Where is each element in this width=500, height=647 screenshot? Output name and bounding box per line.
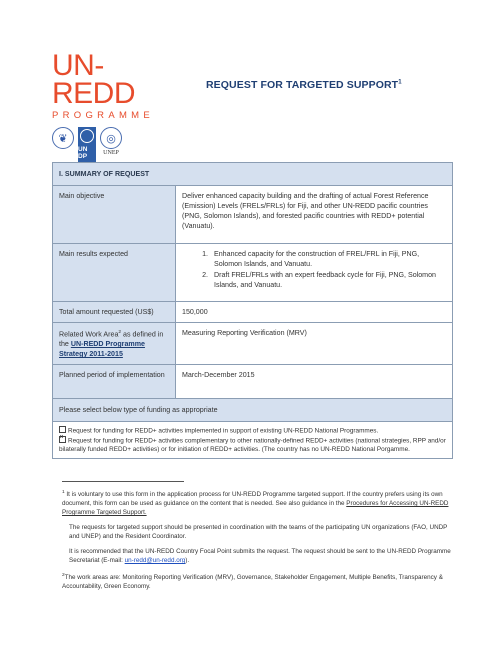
unep-logo bbox=[100, 127, 122, 156]
main-objective-value: Deliver enhanced capacity building and the drafting of actual Forest Reference (Emission) Levels (FRELs/FRLs) for Fiji, and other UN-REDD pacific countries (PNG, Solomon Islands), and forested pacific countries with REDD+ potential (Vanuatu). bbox=[176, 186, 453, 244]
footnote-2-text: The work areas are: Monitoring Reporting Verification (MRV), Governance, Stakeholder Engagement, Multiple Benefits, Transparency & Accountability, Green Economy. bbox=[62, 574, 443, 591]
footnote-1 bbox=[62, 488, 452, 517]
unep-label: UNEP bbox=[103, 150, 119, 156]
undp-label: UN DP bbox=[78, 146, 88, 160]
funding-prompt: Please select below type of funding as appropriate bbox=[53, 399, 453, 422]
funding-option-1-text: Request for funding for REDD+ activities implemented in support of existing UN-REDD National Programmes. bbox=[68, 427, 379, 435]
title-footnote-marker: 1 bbox=[398, 79, 402, 86]
undp-logo-icon bbox=[78, 127, 96, 163]
table-row bbox=[53, 399, 453, 422]
procedures-link[interactable]: Procedures for Accessing UN-REDD Programme Targeted Support. bbox=[62, 500, 449, 517]
main-objective-label: Main objective bbox=[53, 186, 176, 244]
footnote-2-marker: 2 bbox=[62, 573, 65, 579]
footnote-1-para-3 bbox=[62, 547, 452, 565]
table-row bbox=[53, 422, 453, 459]
document-title-text: REQUEST FOR TARGETED SUPPORT bbox=[206, 79, 399, 91]
funding-option-1-checkbox[interactable] bbox=[59, 426, 66, 433]
result-item-2: 2. Draft FREL/FRLs with an expert feedback cycle for Fiji, PNG, Solomon Islands, and Vanuatu. bbox=[210, 270, 446, 290]
work-area-value: Measuring Reporting Verification (MRV) bbox=[176, 323, 453, 365]
strategy-link[interactable]: UN-REDD Programme Strategy 2011-2015 bbox=[59, 340, 145, 359]
table-row bbox=[53, 365, 453, 399]
footnote-1-para-2: The requests for targeted support should be presented in coordination with the teams of the participating UN organizations (FAO, UNDP and UNEP) and the Resident Coordinator. bbox=[69, 524, 448, 541]
secretariat-email-link[interactable]: un-redd@un-redd.org bbox=[124, 557, 186, 565]
work-area-label bbox=[53, 323, 176, 365]
funding-option-2 bbox=[59, 436, 446, 455]
amount-label: Total amount requested (US$) bbox=[53, 302, 176, 323]
globe-icon bbox=[80, 129, 94, 143]
footnote-1-para-3-end: ). bbox=[185, 557, 190, 565]
work-area-footnote-marker: 2 bbox=[118, 330, 122, 335]
logo-title: UN-REDD bbox=[52, 49, 136, 110]
footnote-divider bbox=[62, 481, 184, 482]
partner-logos bbox=[52, 127, 172, 163]
work-area-label-pre: Related Work Area bbox=[59, 330, 119, 339]
main-results-label: Main results expected bbox=[53, 244, 176, 302]
table-row bbox=[53, 323, 453, 365]
funding-option-2-text: Request for funding for REDD+ activities complementary to other nationally-defined REDD+ activities (national strategies, RPP and/or bilaterally funded REDD+ activities) or for initiation of REDD+ activities. (The country has no UN-REDD National Porgamme. bbox=[59, 437, 446, 454]
footnote-1-para-3-text: It is recommended that the UN-REDD Country Focal Point submits the request. The request should be sent to the UN-REDD Programme Secretariat (E-mail: bbox=[69, 548, 451, 565]
summary-table bbox=[52, 162, 453, 459]
funding-options bbox=[53, 422, 453, 459]
table-row bbox=[53, 302, 453, 323]
fao-emblem-icon: ❦ bbox=[52, 127, 74, 149]
period-value: March-December 2015 bbox=[176, 365, 453, 399]
unep-emblem-icon: ◎ bbox=[100, 127, 122, 149]
footnote-2 bbox=[62, 571, 452, 591]
logo-subtitle: PROGRAMME bbox=[52, 110, 155, 121]
table-row bbox=[53, 244, 453, 302]
main-results-value bbox=[176, 244, 453, 302]
funding-option-1 bbox=[59, 426, 446, 436]
work-area-label-mid: as defined in the bbox=[59, 330, 164, 349]
footnotes bbox=[62, 488, 452, 597]
results-list bbox=[182, 249, 446, 290]
document-title bbox=[206, 79, 402, 91]
table-row bbox=[53, 186, 453, 244]
un-redd-logo bbox=[52, 49, 172, 163]
footnote-1-text: It is voluntary to use this form in the application process for UN-REDD Programme targeted support. If the country prefers using its own document, this form can be used as guidance on the content that is needed. See also guidance in the bbox=[62, 491, 443, 508]
section-title: I. SUMMARY OF REQUEST bbox=[53, 163, 453, 186]
funding-option-2-checkbox[interactable] bbox=[59, 436, 66, 443]
period-label: Planned period of implementation bbox=[53, 365, 176, 399]
footnote-1-marker: 1 bbox=[62, 490, 65, 495]
amount-value: 150,000 bbox=[176, 302, 453, 323]
result-item-1: 1. Enhanced capacity for the construction of FREL/FRL in Fiji, PNG, Solomon Islands, and Vanuatu. bbox=[210, 249, 446, 269]
